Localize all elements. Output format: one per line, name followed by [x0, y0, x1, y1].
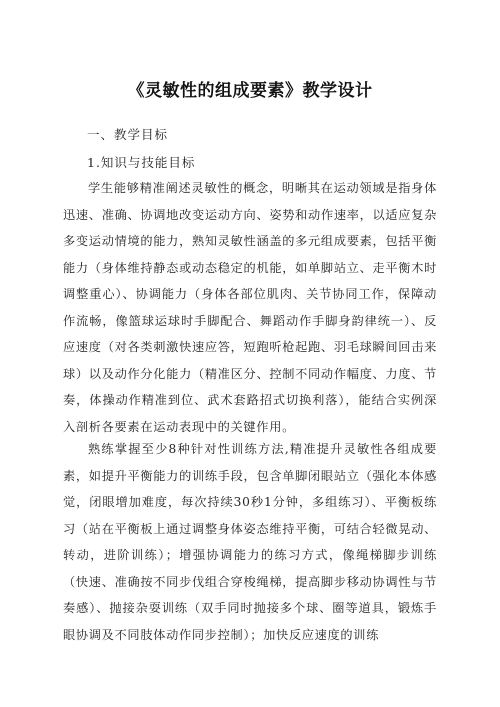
document-title: 《灵敏性的组成要素》教学设计	[127, 81, 373, 101]
paragraph: 熟练掌握至少8种针对性训练方法,精准提升灵敏性各组成要素，如提升平衡能力的训练手段，包含单脚闭眼站立（强化本体感觉，闭眼增加难度，每次持续30秒1分钟，多组练习）、平衡板练习（站在平衡板上通过调整身体姿态维持平衡，可结合轻微晃动、转动，进阶训练）；增强协调能力的练习方式，像绳梯脚步训练（快速、准确按不同步伐组合穿梭绳梯，提高脚步移动协调性与节奏感）、抛接杂耍训练（双手同时抛接多个球、圈等道具，锻炼手眼协调及不同肢体动作同步控制）；加快反应速度的训练	[63, 442, 437, 642]
subsection-heading: 1.知识与技能目标	[87, 155, 196, 170]
paragraph: 学生能够精准阐述灵敏性的概念，明晰其在运动领域是指身体迅速、准确、协调地改变运动方向、姿势和动作速率，以适应复杂多变运动情境的能力，熟知灵敏性涵盖的多元组成要素，包括平衡能力（身体维持静态或动态稳定的机能，如单脚站立、走平衡木时调整重心）、协调能力（身体各部位肌肉、关节协同工作，保障动作流畅，像篮球运球时手脚配合、舞蹈动作手脚身韵律统一）、反应速度（对各类刺激快速应答，短跑听枪起跑、羽毛球瞬间回击来球）以及动作分化能力（精准区分、控制不同动作幅度、力度、节奏，体操动作精准到位、武术套路招式切换利落），能结合实例深入剖析各要素在运动表现中的关键作用。	[63, 181, 437, 434]
section-heading: 一、教学目标	[87, 127, 169, 142]
